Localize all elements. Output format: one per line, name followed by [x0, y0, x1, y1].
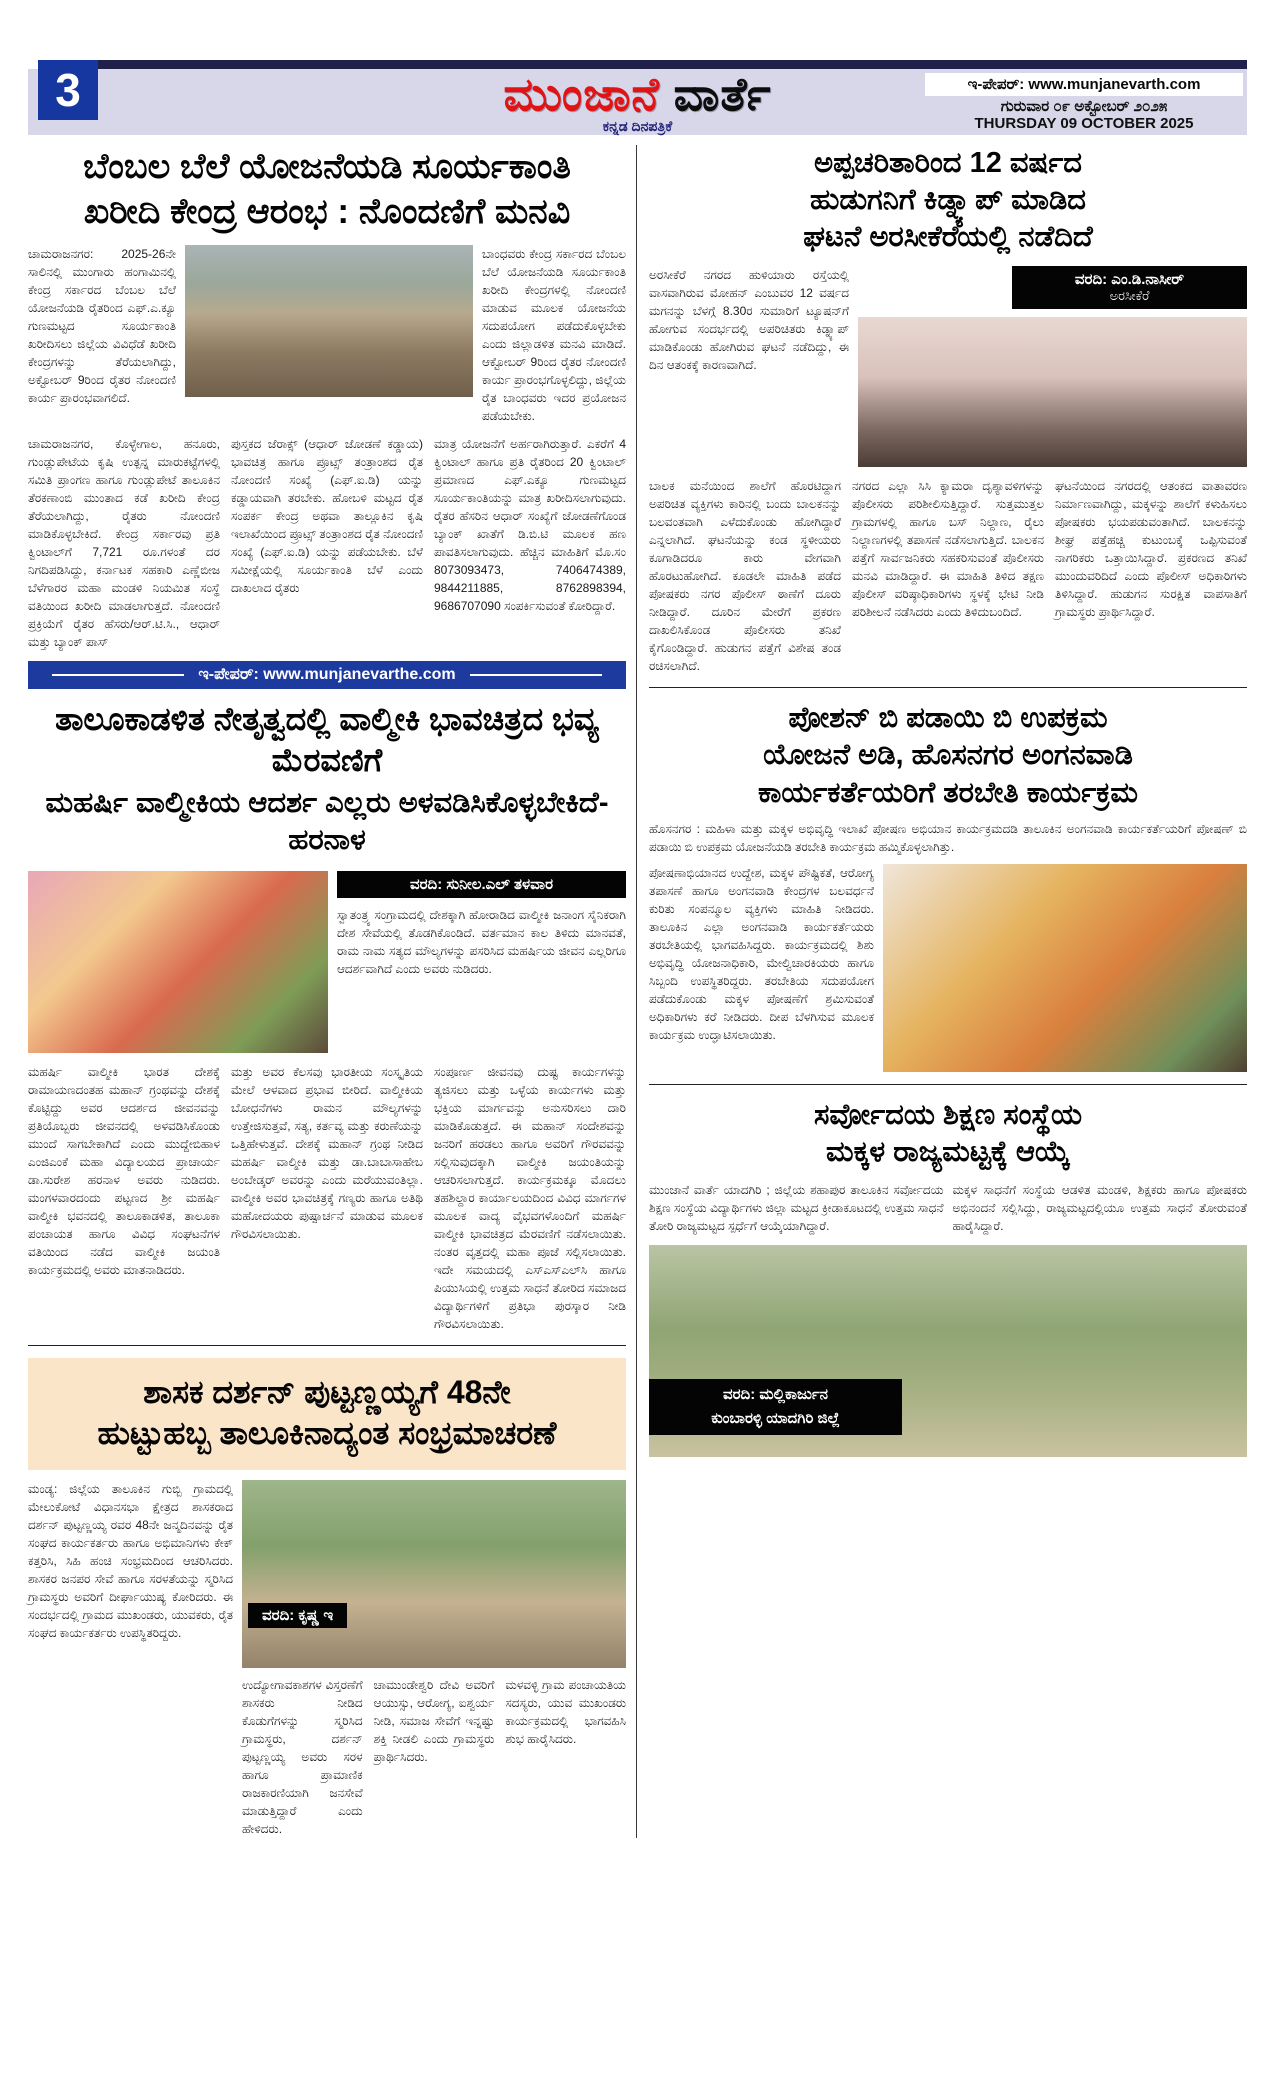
highlight-headline-box [28, 1358, 626, 1470]
article-body-column: ಬಾಲಕ ಮನೆಯಿಂದ ಶಾಲೆಗೆ ಹೊರಟಿದ್ದಾಗ ಅಪರಿಚಿತ ವ್ಯಕ್ತಿಗಳು ಕಾರಿನಲ್ಲಿ ಬಂದು ಬಾಲಕನನ್ನು ಬಲವಂತವಾಗಿ ಎಳೆದುಕೊಂಡು ಹೋಗಿದ್ದಾರೆ ಎನ್ನಲಾಗಿದೆ. ಘಟನೆಯನ್ನು ಕಂಡ ಸ್ಥಳೀಯರು ಕೂಗಾಡಿದರೂ ಕಾರು ವೇಗವಾಗಿ ಹೊರಟುಹೋಗಿದೆ. ಕೂಡಲೇ ಮಾಹಿತಿ ಪಡೆದ ಪೋಷಕರು ನಗರ ಪೊಲೀಸ್ ಠಾಣೆಗೆ ದೂರು ನೀಡಿದ್ದಾರೆ. ದೂರಿನ ಮೇರೆಗೆ ಪ್ರಕರಣ ದಾಖಲಿಸಿಕೊಂಡ ಪೊಲೀಸರು ತನಿಖೆ ಕೈಗೊಂಡಿದ್ದಾರೆ. ಹುಡುಗನ ಪತ್ತೆಗೆ ವಿಶೇಷ ತಂಡ ರಚಿಸಲಾಗಿದೆ. [649, 479, 841, 674]
article-headline: ಹುಟ್ಟುಹಬ್ಬ ತಾಲೂಕಿನಾದ್ಯಂತ ಸಂಭ್ರಮಾಚರಣೆ [97, 1414, 557, 1451]
horizontal-divider [649, 687, 1247, 688]
article-body-column: ಮಕ್ಕಳ ಸಾಧನೆಗೆ ಸಂಸ್ಥೆಯ ಆಡಳಿತ ಮಂಡಳಿ, ಶಿಕ್ಷಕರು ಹಾಗೂ ಪೋಷಕರು ಅಭಿನಂದನೆ ಸಲ್ಲಿಸಿದ್ದು, ರಾಜ್ಯಮಟ್ಟದಲ್ಲಿಯೂ ಉತ್ತಮ ಸಾಧನೆ ತೋರುವಂತೆ ಹಾರೈಸಿದ್ದಾರೆ. [952, 1182, 1247, 1233]
article-headline: ಘಟನೆ ಅರಸೀಕೆರೆಯಲ್ಲಿ ನಡೆದಿದೆ [803, 221, 1093, 254]
right-column [636, 145, 1247, 1838]
article-headline: ಬೆಂಬಲ ಬೆಲೆ ಯೋಜನೆಯಡಿ ಸೂರ್ಯಕಾಂತಿ [83, 147, 571, 186]
photo-sarvodaya-students [649, 1245, 1247, 1457]
article-headline: ಹುಡುಗನಿಗೆ ಕಿಡ್ನ್ಯಾಪ್ ಮಾಡಿದ [810, 184, 1086, 217]
article-body-column: ಉದ್ಯೋಗಾವಕಾಶಗಳ ವಿಸ್ತರಣೆಗೆ ಶಾಸಕರು ನೀಡಿದ ಕೊಡುಗೆಗಳನ್ನು ಸ್ಮರಿಸಿದ ಗ್ರಾಮಸ್ಥರು, ದರ್ಶನ್ ಪುಟ್ಟಣ್ಣಯ್ಯ ಅವರು ಸರಳ ಹಾಗೂ ಪ್ರಾಮಾಣಿಕ ರಾಜಕಾರಣಿಯಾಗಿ ಜನಸೇವೆ ಮಾಡುತ್ತಿದ್ದಾರೆ ಎಂದು ಹೇಳಿದರು. [242, 1677, 363, 1836]
article-intro: ಅರಸೀಕೆರೆ ನಗರದ ಹುಳಿಯಾರು ರಸ್ತೆಯಲ್ಲಿ ವಾಸವಾಗಿರುವ ಮೋಹನ್ ಎಂಬುವರ 12 ವರ್ಷದ ಮಗನನ್ನು ಬೆಳಗ್ಗೆ 8.30ರ ಸುಮಾರಿಗೆ ಟ್ಯೂಷನ್‌ಗೆ ಹೋಗುವ ಸಂದರ್ಭದಲ್ಲಿ ಅಪರಿಚಿತರು ಕಿಡ್ನ್ಯಾಪ್ ಮಾಡಿಕೊಂಡು ಹೋಗಿರುವ ಘಟನೆ ನಡೆದಿದ್ದು, ಈ ದಿನ ಆತಂಕಕ್ಕೆ ಕಾರಣವಾಗಿದೆ. [649, 268, 849, 373]
article-sarvodaya-selection [649, 1097, 1247, 1457]
article-kidnap [649, 145, 1247, 675]
date-kannada: ಗುರುವಾರ ೦೯ ಅಕ್ಟೋಬರ್ ೨೦೨೫ [1000, 98, 1168, 115]
date-english: THURSDAY 09 OCTOBER 2025 [974, 115, 1194, 132]
epaper-bar-url[interactable]: ಇ-ಪೇಪರ್: www.munjanevarthe.com [198, 665, 456, 683]
reporter-byline: ವರದಿ: ಸುನೀಲ.ಎಲ್ ತಳವಾರ [337, 871, 626, 898]
article-subheadline: ಮಹರ್ಷಿ ವಾಲ್ಮೀಕಿಯ ಆದರ್ಶ ಎಲ್ಲರು ಅಳವಡಿಸಿಕೊಳ್ಳಬೇಕಿದೆ-ಹರನಾಳ [45, 786, 609, 856]
epaper-url[interactable]: ಇ-ಪೇಪರ್: www.munjanevarth.com [925, 73, 1243, 96]
photo-kidnap-family [858, 317, 1247, 467]
article-headline: ಮಕ್ಕಳ ರಾಜ್ಯಮಟ್ಟಕ್ಕೆ ಆಯ್ಕೆ [826, 1135, 1070, 1168]
article-body-column: ಮತ್ತು ಅವರ ಕೆಲಸವು ಭಾರತೀಯ ಸಂಸ್ಕೃತಿಯ ಮೇಲೆ ಆಳವಾದ ಪ್ರಭಾವ ಬೀರಿದೆ. ವಾಲ್ಮೀಕಿಯ ಬೋಧನೆಗಳು ರಾಮನ ಮೌಲ್ಯಗಳನ್ನು ಉತ್ತೇಜಿಸುತ್ತವೆ, ಸತ್ಯ, ಕರ್ತವ್ಯ ಮತ್ತು ಕರುಣೆಯನ್ನು ಒತ್ತಿಹೇಳುತ್ತವೆ. ದೇಶಕ್ಕೆ ಮಹಾನ್ ಗ್ರಂಥ ನೀಡಿದ ಮಹರ್ಷಿ ವಾಲ್ಮೀಕಿ ಮತ್ತು ಡಾ.ಬಾಬಾಸಾಹೇಬ ಅಂಬೇಡ್ಕರ್ ಅವರನ್ನು ಎಂದು ಮರೆಯುವಂತಿಲ್ಲಾ. ವಾಲ್ಮೀಕಿ ಅವರ ಭಾವಚಿತ್ರಕ್ಕೆ ಗಣ್ಯರು ಹಾಗೂ ಅತಿಥಿ ಮಹೋದಯರು ಪುಷ್ಪಾರ್ಚನೆ ಮಾಡುವ ಮೂಲಕ ಗೌರವಿಸಲಾಯಿತು. [231, 1064, 423, 1241]
article-headline: ಕಾರ್ಯಕರ್ತೆಯರಿಗೆ ತರಬೇತಿ ಕಾರ್ಯಕ್ರಮ [758, 776, 1138, 809]
article-body-column: ಮಂಡ್ಯ: ಜಿಲ್ಲೆಯ ತಾಲೂಕಿನ ಗುಬ್ಬಿ ಗ್ರಾಮದಲ್ಲಿ ಮೇಲುಕೋಟೆ ವಿಧಾನಸಭಾ ಕ್ಷೇತ್ರದ ಶಾಸಕರಾದ ದರ್ಶನ್ ಪುಟ್ಟಣ್ಣಯ್ಯ ರವರ 48ನೇ ಜನ್ಮದಿನವನ್ನು ರೈತ ಸಂಘದ ಕಾರ್ಯಕರ್ತರು ಹಾಗೂ ಅಭಿಮಾನಿಗಳು ಕೇಕ್ ಕತ್ತರಿಸಿ, ಸಿಹಿ ಹಂಚಿ ಸಂಭ್ರಮದಿಂದ ಆಚರಿಸಿದರು. ಶಾಸಕರ ಜನಪರ ಸೇವೆ ಹಾಗೂ ಸರಳತೆಯನ್ನು ಸ್ಮರಿಸಿದ ಗ್ರಾಮಸ್ಥರು ಅವರಿಗೆ ದೀರ್ಘಾಯುಷ್ಯ ಕೋರಿದರು. ಈ ಸಂದರ್ಭದಲ್ಲಿ ಗ್ರಾಮದ ಮುಖಂಡರು, ಯುವಕರು, ರೈತ ಸಂಘದ ಕಾರ್ಯಕರ್ತರು ಉಪಸ್ಥಿತರಿದ್ದರು. [28, 1481, 233, 1640]
article-mla-birthday [28, 1358, 626, 1838]
masthead-band [28, 60, 1247, 135]
masthead-word-red: ಮುಂಜಾನೆ [503, 68, 660, 120]
article-body-column: ಮಾತ್ರ ಯೋಜನೆಗೆ ಅರ್ಹರಾಗಿರುತ್ತಾರೆ. ಎಕರೆಗೆ 4 ಕ್ವಿಂಟಾಲ್ ಹಾಗೂ ಪ್ರತಿ ರೈತರಿಂದ 20 ಕ್ವಿಂಟಾಲ್ ಪ್ರಮಾಣದ ಎಫ್.ಎಕ್ಯೂ ಗುಣಮಟ್ಟದ ಸೂರ್ಯಕಾಂತಿಯನ್ನು ಮಾತ್ರ ಖರೀದಿಸಲಾಗುವುದು. ರೈತರ ಹೆಸರಿನ ಆಧಾರ್ ಸಂಖ್ಯೆಗೆ ಜೋಡಣೆಗೊಂಡ ಬ್ಯಾಂಕ್ ಖಾತೆಗೆ ಡಿ.ಬಿ.ಟಿ ಮೂಲಕ ಹಣ ಪಾವತಿಸಲಾಗುವುದು. ಹೆಚ್ಚಿನ ಮಾಹಿತಿಗೆ ಮೊ.ಸಂ 8073093473, 7406474389, 9844211885, 8762898394, 9686707090 ಸಂಪರ್ಕಿಸುವಂತೆ ಕೋರಿದ್ದಾರೆ. [434, 436, 626, 613]
article-body-column: ಘಟನೆಯಿಂದ ನಗರದಲ್ಲಿ ಆತಂಕದ ವಾತಾವರಣ ನಿರ್ಮಾಣವಾಗಿದ್ದು, ಮಕ್ಕಳನ್ನು ಶಾಲೆಗೆ ಕಳುಹಿಸಲು ಪೋಷಕರು ಭಯಪಡುವಂತಾಗಿದೆ. ಬಾಲಕನನ್ನು ಶೀಘ್ರ ಪತ್ತೆಹಚ್ಚಿ ಕುಟುಂಬಕ್ಕೆ ಒಪ್ಪಿಸುವಂತೆ ನಾಗರಿಕರು ಒತ್ತಾಯಿಸಿದ್ದಾರೆ. ಪ್ರಕರಣದ ತನಿಖೆ ಮುಂದುವರಿದಿದೆ ಎಂದು ಪೊಲೀಸ್ ಅಧಿಕಾರಿಗಳು ತಿಳಿಸಿದ್ದಾರೆ. ಹುಡುಗನ ಸುರಕ್ಷಿತ ವಾಪಸಾತಿಗೆ ಗ್ರಾಮಸ್ಥರು ಪ್ರಾರ್ಥಿಸಿದ್ದಾರೆ. [1055, 479, 1247, 620]
reporter-place: ಅರಸೀಕೆರೆ [1109, 288, 1150, 304]
horizontal-divider [28, 1345, 626, 1346]
horizontal-divider [649, 1084, 1247, 1085]
article-intro: ಹೊಸನಗರ : ಮಹಿಳಾ ಮತ್ತು ಮಕ್ಕಳ ಅಭಿವೃದ್ಧಿ ಇಲಾಖೆ ಪೋಷಣ ಅಭಿಯಾನ ಕಾರ್ಯಕ್ರಮದಡಿ ತಾಲೂಕಿನ ಅಂಗನವಾಡಿ ಕಾರ್ಯಕರ್ತೆಯರಿಗೆ ಪೋಷಣ್ ಬಿ ಪಡಾಯಿ ಬಿ ಉಪಕ್ರಮ ಯೋಜನೆಯಡಿ ತರಬೇತಿ ಕಾರ್ಯಕ್ರಮ ಹಮ್ಮಿಕೊಳ್ಳಲಾಗಿತ್ತು. [649, 821, 1247, 854]
photo-anganwadi-training [883, 864, 1247, 1072]
divider-line [470, 674, 602, 676]
article-body-column: ಚಾಮರಾಜನಗರ: 2025-26ನೇ ಸಾಲಿನಲ್ಲಿ ಮುಂಗಾರು ಹಂಗಾಮಿನಲ್ಲಿ ಕೇಂದ್ರ ಸರ್ಕಾರದ ಬೆಂಬಲ ಬೆಲೆ ಯೋಜನೆಯಡಿ ರೈತರಿಂದ ಎಫ್.ಎ.ಕ್ಯೂ ಗುಣಮಟ್ಟದ ಸೂರ್ಯಕಾಂತಿ ಖರೀದಿಸಲು ಜಿಲ್ಲೆಯ ವಿವಿಧೆಡೆ ಖರೀದಿ ಕೇಂದ್ರಗಳನ್ನು ತೆರೆಯಲಾಗಿದ್ದು, ಅಕ್ಟೋಬರ್ 9ರಿಂದ ರೈತರ ನೋಂದಣಿ ಕಾರ್ಯ ಪ್ರಾರಂಭವಾಗಲಿದೆ. [28, 246, 176, 405]
article-poshan-training [649, 700, 1247, 1071]
article-headline: ಪೋಶನ್ ಬಿ ಪಡಾಯಿ ಬಿ ಉಪಕ್ರಮ [788, 702, 1108, 735]
reporter-byline: ವರದಿ: ಕೃಷ್ಣ ಇ [248, 1603, 347, 1628]
article-body-column: ಮಹರ್ಷಿ ವಾಲ್ಮೀಕಿ ಭಾರತ ದೇಶಕ್ಕೆ ರಾಮಾಯಣದಂತಹ ಮಹಾನ್ ಗ್ರಂಥವನ್ನು ದೇಶಕ್ಕೆ ಕೊಟ್ಟಿದ್ದು ಅವರ ಆದರ್ಶದ ಜೀವನವನ್ನು ಪ್ರತಿಯೊಬ್ಬರು ಜೀವನದಲ್ಲಿ ಅಳವಡಿಸಿಕೊಂಡು ಮುಂದೆ ಸಾಗಬೇಕಾಗಿದೆ ಎಂದು ಮುದ್ದೇಬಿಹಾಳ ಎಂಜಿಎಂಕೆ ಮಹಾ ವಿದ್ಯಾಲಯದ ಪ್ರಾಚಾರ್ಯ ಡಾ.ಸುರೇಶ ಹರನಾಳ ಅವರು ನುಡಿದರು. ಮಂಗಳವಾರದಂದು ಪಟ್ಟಣದ ಶ್ರೀ ಮಹರ್ಷಿ ವಾಲ್ಮೀಕಿ ಭವನದಲ್ಲಿ ತಾಲೂಕಾಡಳಿತ, ತಾಲೂಕಾ ಪಂಚಾಯತ ಹಾಗೂ ವಿವಿಧ ಸಂಘಟನೆಗಳ ವತಿಯಿಂದ ನಡೆದ ವಾಲ್ಮೀಕಿ ಜಯಂತಿ ಕಾರ್ಯಕ್ರಮದಲ್ಲಿ ಅವರು ಮಾತನಾಡಿದರು. [28, 1064, 220, 1277]
photo-farmers-purchase-centre [185, 245, 473, 397]
article-body-column: ಪೋಷಣಾಭಿಯಾನದ ಉದ್ದೇಶ, ಮಕ್ಕಳ ಪೌಷ್ಟಿಕತೆ, ಆರೋಗ್ಯ ತಪಾಸಣೆ ಹಾಗೂ ಅಂಗನವಾಡಿ ಕೇಂದ್ರಗಳ ಬಲವರ್ಧನೆ ಕುರಿತು ಸಂಪನ್ಮೂಲ ವ್ಯಕ್ತಿಗಳು ಮಾಹಿತಿ ನೀಡಿದರು. ತಾಲೂಕಿನ ಎಲ್ಲಾ ಅಂಗನವಾಡಿ ಕಾರ್ಯಕರ್ತೆಯರು ತರಬೇತಿಯಲ್ಲಿ ಭಾಗವಹಿಸಿದ್ದರು. ಕಾರ್ಯಕ್ರಮದಲ್ಲಿ ಶಿಶು ಅಭಿವೃದ್ಧಿ ಯೋಜನಾಧಿಕಾರಿ, ಮೇಲ್ವಿಚಾರಕಿಯರು ಹಾಗೂ ಸಿಬ್ಬಂದಿ ಉಪಸ್ಥಿತರಿದ್ದರು. ತರಬೇತಿಯ ಸದುಪಯೋಗ ಪಡೆದುಕೊಂಡು ಮಕ್ಕಳ ಪೋಷಣೆಗೆ ಶ್ರಮಿಸುವಂತೆ ಅಧಿಕಾರಿಗಳು ಕರೆ ನೀಡಿದರು. ದೀಪ ಬೆಳಗಿಸುವ ಮೂಲಕ ಕಾರ್ಯಕ್ರಮ ಉದ್ಘಾಟಿಸಲಾಯಿತು. [649, 865, 874, 1042]
reporter-byline [1012, 266, 1247, 309]
article-headline: ಶಾಸಕ ದರ್ಶನ್ ಪುಟ್ಟಣ್ಣಯ್ಯಗೆ 48ನೇ [143, 1373, 511, 1410]
article-headline: ಖರೀದಿ ಕೇಂದ್ರ ಆರಂಭ : ನೊಂದಣಿಗೆ ಮನವಿ [83, 191, 571, 231]
left-column [28, 145, 636, 1838]
article-valmiki-procession [28, 699, 626, 1333]
article-body-column: ಸಂಪೂರ್ಣ ಜೀವನವು ದುಷ್ಟ ಕಾರ್ಯಗಳನ್ನು ತ್ಯಜಿಸಲು ಮತ್ತು ಒಳ್ಳೆಯ ಕಾರ್ಯಗಳು ಮತ್ತು ಭಕ್ತಿಯ ಮಾರ್ಗವನ್ನು ಅನುಸರಿಸಲು ದಾರಿ ಮಾಡಿಕೊಡುತ್ತದೆ. ಈ ಮಹಾನ್ ಸಂದೇಶವನ್ನು ಜನರಿಗೆ ಹರಡಲು ಹಾಗೂ ಅವರಿಗೆ ಗೌರವವನ್ನು ಸಲ್ಲಿಸುವುದಕ್ಕಾಗಿ ವಾಲ್ಮೀಕಿ ಜಯಂತಿಯನ್ನು ಆಚರಿಸಲಾಗುತ್ತದೆ. ಕಾರ್ಯಕ್ರಮಕ್ಕೂ ಮೊದಲು ತಹಶಿಲ್ದಾರ ಕಾರ್ಯಾಲಯದಿಂದ ವಿವಿಧ ಮಾರ್ಗಗಳ ಮೂಲಕ ವಾದ್ಯ ವೈಭವಗಳೊಂದಿಗೆ ಮಹರ್ಷಿ ವಾಲ್ಮೀಕಿ ಭಾವಚಿತ್ರದ ಮೆರವಣಿಗೆ ನಡೆಸಲಾಯಿತು. ನಂತರ ವೃತ್ತದಲ್ಲಿ ಮಹಾ ಪೂಜೆ ಸಲ್ಲಿಸಲಾಯಿತು. ಇದೇ ಸಮಯದಲ್ಲಿ ಎಸ್‌ಎಸ್‌ಎಲ್‌ಸಿ ಹಾಗೂ ಪಿಯುಸಿಯಲ್ಲಿ ಉತ್ತಮ ಸಾಧನೆ ತೋರಿದ ಸಮಾಜದ ವಿದ್ಯಾರ್ಥಿಗಳಿಗೆ ಪ್ರತಿಭಾ ಪುರಸ್ಕಾರ ನೀಡಿ ಗೌರವಿಸಲಾಯಿತು. [434, 1064, 626, 1331]
article-body-column: ಮುಂಜಾನೆ ವಾರ್ತೆ ಯಾದಗಿರಿ ; ಜಿಲ್ಲೆಯ ಶಹಾಪುರ ತಾಲೂಕಿನ ಸರ್ವೋದಯ ಶಿಕ್ಷಣ ಸಂಸ್ಥೆಯ ವಿದ್ಯಾರ್ಥಿಗಳು ಜಿಲ್ಲಾ ಮಟ್ಟದ ಕ್ರೀಡಾಕೂಟದಲ್ಲಿ ಉತ್ತಮ ಸಾಧನೆ ತೋರಿ ರಾಜ್ಯಮಟ್ಟದ ಸ್ಪರ್ಧೆಗೆ ಆಯ್ಕೆಯಾಗಿದ್ದಾರೆ. [649, 1182, 944, 1233]
masthead-tagline: ಕನ್ನಡ ದಿನಪತ್ರಿಕೆ [602, 118, 673, 134]
masthead-word-black: ವಾರ್ತೆ [673, 68, 772, 120]
photo-valmiki-event [28, 871, 328, 1053]
article-body-column: ಸ್ವಾತಂತ್ರ್ಯ ಸಂಗ್ರಾಮದಲ್ಲಿ ದೇಶಕ್ಕಾಗಿ ಹೋರಾಡಿದ ವಾಲ್ಮೀಕಿ ಜನಾಂಗ ಸೈನಿಕರಾಗಿ ದೇಶ ಸೇವೆಯಲ್ಲಿ ತೊಡಗಿಕೊಂಡಿದೆ. ವರ್ತಮಾನ ಕಾಲ ತಿಳಿದು ಮಾನವತೆ, ರಾಮ ನಾಮ ಸತ್ಯದ ಮೌಲ್ಯಗಳನ್ನು ಪಸರಿಸಿದ ಮಹರ್ಷಿಯ ಜೀವನ ಎಲ್ಲರಿಗೂ ಆದರ್ಶವಾಗಿದೆ ಎಂದು ಅವರು ನುಡಿದರು. [337, 907, 626, 976]
article-body-column: ಮಳವಳ್ಳಿ ಗ್ರಾಮ ಪಂಚಾಯತಿಯ ಸದಸ್ಯರು, ಯುವ ಮುಖಂಡರು ಕಾರ್ಯಕ್ರಮದಲ್ಲಿ ಭಾಗವಹಿಸಿ ಶುಭ ಹಾರೈಸಿದರು. [505, 1677, 627, 1746]
article-headline: ತಾಲೂಕಾಡಳಿತ ನೇತೃತ್ವದಲ್ಲಿ ವಾಲ್ಮೀಕಿ ಭಾವಚಿತ್ರದ ಭವ್ಯ ಮೆರವಣಿಗೆ [55, 700, 599, 778]
article-headline: ಯೋಜನೆ ಅಡಿ, ಹೊಸನಗರ ಅಂಗನವಾಡಿ [763, 739, 1133, 772]
article-headline: ಸರ್ವೋದಯ ಶಿಕ್ಷಣ ಸಂಸ್ಥೆಯ [813, 1098, 1083, 1131]
page-number: 3 [38, 60, 98, 120]
epaper-bar [28, 661, 626, 689]
article-headline: ಅಪ್ಪಚರಿತಾರಿಂದ 12 ವರ್ಷದ [813, 147, 1083, 179]
article-body-column: ನಗರದ ಎಲ್ಲಾ ಸಿಸಿ ಕ್ಯಾಮರಾ ದೃಶ್ಯಾವಳಿಗಳನ್ನು ಪೊಲೀಸರು ಪರಿಶೀಲಿಸುತ್ತಿದ್ದಾರೆ. ಸುತ್ತಮುತ್ತಲ ಗ್ರಾಮಗಳಲ್ಲಿ ಹಾಗೂ ಬಸ್ ನಿಲ್ದಾಣ, ರೈಲು ನಿಲ್ದಾಣಗಳಲ್ಲಿ ತಪಾಸಣೆ ನಡೆಸಲಾಗುತ್ತಿದೆ. ಬಾಲಕನ ಪತ್ತೆಗೆ ಸಾರ್ವಜನಿಕರು ಸಹಕರಿಸುವಂತೆ ಪೊಲೀಸರು ಮನವಿ ಮಾಡಿದ್ದಾರೆ. ಈ ಮಾಹಿತಿ ತಿಳಿದ ತಕ್ಷಣ ಪೊಲೀಸ್ ವರಿಷ್ಠಾಧಿಕಾರಿಗಳು ಸ್ಥಳಕ್ಕೆ ಭೇಟಿ ನೀಡಿ ಪರಿಶೀಲನೆ ನಡೆಸಿದರು ಎಂದು ತಿಳಿದುಬಂದಿದೆ. [852, 479, 1044, 620]
article-sunflower-purchase [28, 145, 626, 651]
photo-birthday-celebration [242, 1480, 626, 1668]
article-body-column: ಚಾಮುಂಡೇಶ್ವರಿ ದೇವಿ ಅವರಿಗೆ ಆಯುಸ್ಸು, ಆರೋಗ್ಯ, ಐಶ್ವರ್ಯ ನೀಡಿ, ಸಮಾಜ ಸೇವೆಗೆ ಇನ್ನಷ್ಟು ಶಕ್ತಿ ನೀಡಲಿ ಎಂದು ಗ್ರಾಮಸ್ಥರು ಪ್ರಾರ್ಥಿಸಿದರು. [373, 1677, 495, 1764]
reporter-byline [649, 1379, 902, 1435]
reporter-place: ಕುಂಬಾರಳ್ಳಿ ಯಾದಗಿರಿ ಜಿಲ್ಲೆ [711, 1409, 840, 1427]
reporter-name: ವರದಿ: ಎಂ.ಡಿ.ನಾಸೀರ್ [1074, 271, 1185, 289]
article-body-column: ಬಾಂಧವರು ಕೇಂದ್ರ ಸರ್ಕಾರದ ಬೆಂಬಲ ಬೆಲೆ ಯೋಜನೆಯಡಿ ಸೂರ್ಯಕಾಂತಿ ಖರೀದಿ ಕೇಂದ್ರಗಳಲ್ಲಿ ನೋಂದಣಿ ಮಾಡುವ ಮೂಲಕ ಯೋಜನೆಯ ಸದುಪಯೋಗ ಪಡೆದುಕೊಳ್ಳಬೇಕು ಎಂದು ಜಿಲ್ಲಾಡಳಿತ ಮನವಿ ಮಾಡಿದೆ. ಆಕ್ಟೋಬರ್ 9ರಿಂದ ರೈತರ ನೋಂದಣಿ ಕಾರ್ಯ ಪ್ರಾರಂಭಗೊಳ್ಳಲಿದ್ದು, ಜಿಲ್ಲೆಯ ರೈತ ಬಾಂಧವರು ಇದರ ಪ್ರಯೋಜನ ಪಡೆಯಬೇಕು. [482, 246, 626, 423]
divider-line [52, 674, 184, 676]
reporter-name: ವರದಿ: ಮಲ್ಲಿಕಾರ್ಜುನ [722, 1385, 829, 1403]
article-body-column: ಪುಸ್ತಕದ ಜೆರಾಕ್ಸ್ (ಆಧಾರ್ ಜೋಡಣೆ ಕಡ್ಡಾಯ) ಭಾವಚಿತ್ರ ಹಾಗೂ ಪ್ರೂಟ್ಸ್ ತಂತ್ರಾಂಶದ ರೈತ ನೋಂದಣಿ ಸಂಖ್ಯೆ (ಎಫ್.ಐ.ಡಿ) ಯನ್ನು ಕಡ್ಡಾಯವಾಗಿ ತರಬೇಕು. ಹೋಬಳಿ ಮಟ್ಟದ ರೈತ ಸಂಪರ್ಕ ಕೇಂದ್ರ ಅಥವಾ ತಾಲ್ಲೂಕಿನ ಕೃಷಿ ಇಲಾಖೆಯಿಂದ ಪ್ರೂಟ್ಸ್ ತಂತ್ರಾಂಶದ ರೈತ ನೋಂದಣಿ ಸಂಖ್ಯೆ (ಎಫ್.ಐ.ಡಿ) ಯನ್ನು ಪಡೆಯಬೇಕು. ಬೆಳೆ ಸಮೀಕ್ಷೆಯಲ್ಲಿ ಸೂರ್ಯಕಾಂತಿ ಬೆಳೆ ಎಂದು ದಾಖಲಾದ ರೈತರು [231, 436, 423, 595]
article-body-column: ಚಾಮರಾಜನಗರ, ಕೊಳ್ಳೇಗಾಲ, ಹನೂರು, ಗುಂಡ್ಲುಪೇಟೆಯ ಕೃಷಿ ಉತ್ಪನ್ನ ಮಾರುಕಟ್ಟೆಗಳಲ್ಲಿ ಸಮಿತಿ ಪ್ರಾಂಗಣ ಹಾಗೂ ಗುಂಡ್ಲುಪೇಟೆ ತಾಲೂಕಿನ ತೆರಕಣಾಂಬಿ ಮುಂತಾದ ಕಡೆ ಖರೀದಿ ಕೇಂದ್ರ ತೆರೆಯಲಾಗಿದ್ದು, ರೈತರು ನೋಂದಣಿ ಮಾಡಿಕೊಳ್ಳಬೇಕಿದೆ. ಕೇಂದ್ರ ಸರ್ಕಾರವು ಪ್ರತಿ ಕ್ವಿಂಟಾಲ್‌ಗೆ 7,721 ರೂ.ಗಳಂತೆ ದರ ನಿಗದಿಪಡಿಸಿದ್ದು, ಕರ್ನಾಟಕ ಸಹಕಾರಿ ಎಣ್ಣೆಬೀಜ ಬೆಳೆಗಾರರ ಮಹಾ ಮಂಡಳಿ ನಿಯಮಿತ ಸಂಸ್ಥೆ ವತಿಯಿಂದ ಖರೀದಿ ಮಾಡಲಾಗುತ್ತದೆ. ನೋಂದಣಿ ಪ್ರಕ್ರಿಯೆಗೆ ರೈತರ ಹೆಸರು/ಆರ್.ಟಿ.ಸಿ., ಆಧಾರ್ ಮತ್ತು ಬ್ಯಾಂಕ್ ಪಾಸ್ [28, 436, 220, 649]
